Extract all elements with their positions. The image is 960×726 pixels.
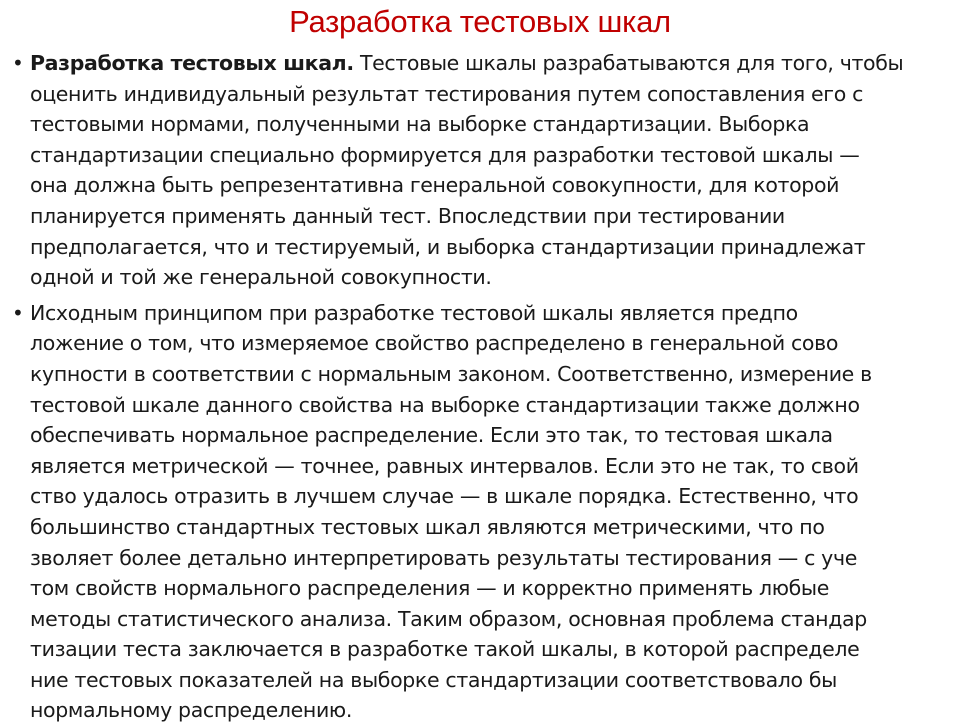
slide-title: Разработка тестовых шкал: [289, 4, 671, 39]
bullet-item-1: [12, 48, 947, 293]
bullet-2-line-8: большинство стандартных тестовых шкал являются метрическими, что по: [30, 514, 825, 539]
bullet-2-line-6: является метрической — точнее, равных интервалов. Если это не так, то свой: [30, 453, 859, 478]
bullet-1-first-line-text: Тестовые шкалы разрабатываются для того, чтобы: [353, 51, 904, 75]
bullet-list: [12, 48, 947, 726]
bullet-2-line-3: купности в соответствии с нормальным законом. Соответственно, измерение в: [30, 361, 872, 386]
bullet-2-line-13: ние тестовых показателей на выборке стандартизации соответствовало бы: [30, 667, 838, 692]
bullet-item-2: [12, 298, 947, 726]
bullet-2-line-10: том свойств нормального распределения — и корректно применять любые: [30, 576, 830, 601]
bullet-2-line-9: зволяет более детально интерпретировать результаты тестирования — с уче: [30, 545, 857, 570]
bullet-2-line-12: тизации теста заключается в разработке такой шкалы, в которой распределе: [30, 637, 860, 662]
bullet-1-line-4: стандартизации специально формируется для разработки тестовой шкалы —: [30, 142, 860, 167]
bullet-dot-icon: •: [12, 300, 24, 325]
bullet-1-line-7: предполагается, что и тестируемый, и выборка стандартизации принадлежат: [30, 234, 866, 259]
bullet-2-line-1: Исходным принципом при разработке тестовой шкалы является предпо: [30, 300, 798, 325]
bullet-2-line-14: нормальному распределению.: [30, 698, 353, 723]
bullet-2-line-2: ложение о том, что измеряемое свойство распределено в генеральной сово: [30, 331, 839, 356]
bullet-1-line-5: она должна быть репрезентативна генеральной совокупности, для которой: [30, 173, 840, 198]
bullet-2-line-5: обеспечивать нормальное распределение. Если это так, то тестовая шкала: [30, 423, 833, 448]
bullet-2-line-11: методы статистического анализа. Таким образом, основная проблема стандар: [30, 606, 867, 631]
bullet-1-line-3: тестовыми нормами, полученными на выборке стандартизации. Выборка: [30, 112, 810, 137]
bullet-2-line-7: ство удалось отразить в лучшем случае — в шкале порядка. Естественно, что: [30, 484, 859, 509]
bullet-1-line-6: планируется применять данный тест. Впоследствии при тестировании: [30, 203, 785, 228]
bullet-1-lead: Разработка тестовых шкал.: [30, 51, 354, 75]
bullet-1-line-2: оценить индивидуальный результат тестирования путем сопоставления его с: [30, 81, 863, 106]
bullet-1-line-8: одной и той же генеральной совокупности.: [30, 265, 492, 290]
bullet-2-line-4: тестовой шкале данного свойства на выборке стандартизации также должно: [30, 392, 860, 417]
bullet-1-line-1: [30, 48, 947, 79]
bullet-dot-icon: •: [12, 51, 24, 75]
